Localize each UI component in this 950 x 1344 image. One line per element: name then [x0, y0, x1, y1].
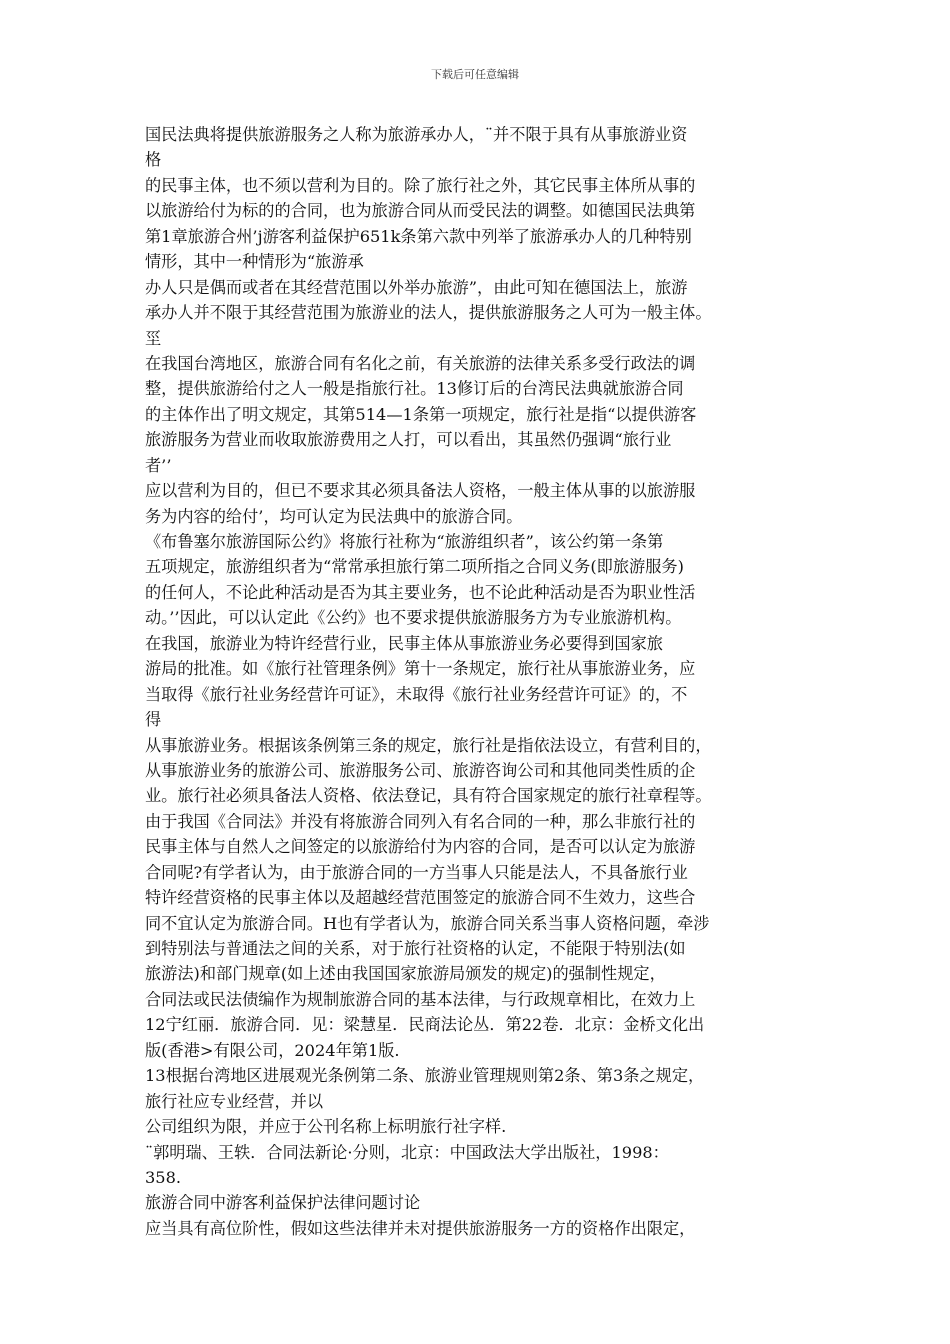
text-line: 民事主体与自然人之间签定的以旅游给付为内容的合同，是否可以认定为旅游 — [145, 837, 696, 857]
text-line: 动。’’因此，可以认定此《公约》也不要求提供旅游服务方为专业旅游机构。 — [145, 608, 682, 628]
text-line: 旅游法)和部门规章(如上述由我国国家旅游局颁发的规定)的强制性规定， — [145, 964, 666, 984]
text-line: 承办人并不限于其经营范围为旅游业的法人，提供旅游服务之人可为一般主体。 — [145, 303, 712, 323]
text-line: 旅行社应专业经营，并以 — [145, 1091, 324, 1111]
text-line: 《布鲁塞尔旅游国际公约》将旅行社称为“旅游组织者”，该公约第一条第 — [145, 532, 664, 551]
text-line: 从事旅游业务的旅游公司、旅游服务公司、旅游咨询公司和其他同类性质的企 — [145, 760, 696, 780]
text-line: 12宁红丽．旅游合同．见：梁慧星．民商法论丛．第22卷．北京：金桥文化出 — [145, 1015, 705, 1035]
text-line: 业。旅行社必须具备法人资格、依法登记，具有符合国家规定的旅行社章程等。 — [145, 786, 712, 806]
text-line: 合同呢?有学者认为，由于旅游合同的一方当事人只能是法人，不具备旅行业 — [145, 862, 688, 882]
text-line: 从事旅游业务。根据该条例第三条的规定，旅行社是指依法设立，有营利目的， — [145, 735, 712, 755]
text-line: 到特别法与普通法之间的关系，对于旅行社资格的认定，不能限于特别法(如 — [145, 939, 686, 958]
text-line: 第1章旅游合州’j游客利益保护651k条第六款中列举了旅游承办人的几种特别 — [145, 226, 692, 246]
text-line: 整，提供旅游给付之人一般是指旅行社。13修订后的台湾民法典就旅游合同 — [145, 379, 684, 399]
text-line: ¨郭明瑞、王轶．合同法新论·分则，北京：中国政法大学出版社，1998： — [145, 1142, 669, 1162]
text-line: 合同法或民法债编作为规制旅游合同的基本法律，与行政规章相比，在效力上 — [145, 989, 696, 1009]
text-line: 在我国台湾地区，旅游合同有名化之前，有关旅游的法律关系多受行政法的调 — [145, 353, 696, 373]
text-line: 应以营利为目的，但已不要求其必须具备法人资格，一般主体从事的以旅游服 — [145, 481, 696, 501]
text-line: 以旅游给付为标的的合同，也为旅游合同从而受民法的调整。如德国民法典第 — [145, 201, 696, 221]
text-line: 由于我国《合同法》并没有将旅游合同列入有名合同的一种，那么非旅行社的 — [145, 811, 696, 831]
page-header: 下载后可任意编辑 — [431, 68, 519, 81]
document-body — [145, 122, 815, 1241]
text-line: 五项规定，旅游组织者为“常常承担旅行第二项所指之合同义务(即旅游服务) — [145, 557, 684, 577]
text-line: 务为内容的给付’，均可认定为民法典中的旅游合同。 — [145, 506, 523, 526]
text-line: 旅游服务为营业而收取旅游费用之人打，可以看出，其虽然仍强调“旅行业 — [145, 430, 672, 450]
text-line: 在我国，旅游业为特许经营行业，民事主体从事旅游业务必要得到国家旅 — [145, 633, 663, 653]
text-line: 同不宜认定为旅游合同。H也有学者认为，旅游合同关系当事人资格问题，牵涉 — [145, 913, 710, 933]
text-line: 的主体作出了明文规定，其第514—1条第一项规定，旅行社是指“以提供游客 — [145, 404, 697, 424]
text-line: 特许经营资格的民事主体以及超越经营范围签定的旅游合同不生效力，这些合 — [145, 888, 696, 908]
text-line: 国民法典将提供旅游服务之人称为旅游承办人，¨并不限于具有从事旅游业资 — [145, 125, 688, 144]
text-line: 情形，其中一种情形为“旅游承 — [145, 252, 364, 272]
text-line: 当取得《旅行社业务经营许可证》，未取得《旅行社业务经营许可证》的，不 — [145, 684, 688, 704]
text-line: 358. — [145, 1167, 182, 1187]
text-line: 应当具有高位阶性，假如这些法律并未对提供旅游服务一方的资格作出限定， — [145, 1218, 696, 1238]
text-line: 版(香港>有限公司，2024年第1版. — [145, 1040, 400, 1060]
text-line: 得 — [145, 710, 162, 730]
text-line: 办人只是偶而或者在其经营范围以外举办旅游”，由此可知在德国法上，旅游 — [145, 277, 688, 297]
text-line: 格 — [145, 150, 162, 170]
text-line: 旅游合同中游客利益保护法律问题讨论 — [145, 1193, 421, 1213]
text-line: 者’’ — [145, 455, 172, 475]
text-line: 13根据台湾地区进展观光条例第二条、旅游业管理规则第2条、第3条之规定， — [145, 1066, 705, 1086]
text-line: 的任何人，不论此种活动是否为其主要业务，也不论此种活动是否为职业性活 — [145, 582, 696, 602]
text-line: 的民事主体，也不须以营利为目的。除了旅行社之外，其它民事主体所从事的 — [145, 175, 696, 195]
text-line: 公司组织为限，并应于公刊名称上标明旅行社字样. — [145, 1117, 507, 1137]
text-line: 游局的批准。如《旅行社管理条例》第十一条规定，旅行社从事旅游业务，应 — [145, 659, 696, 679]
text-line: 坙 — [145, 328, 162, 348]
